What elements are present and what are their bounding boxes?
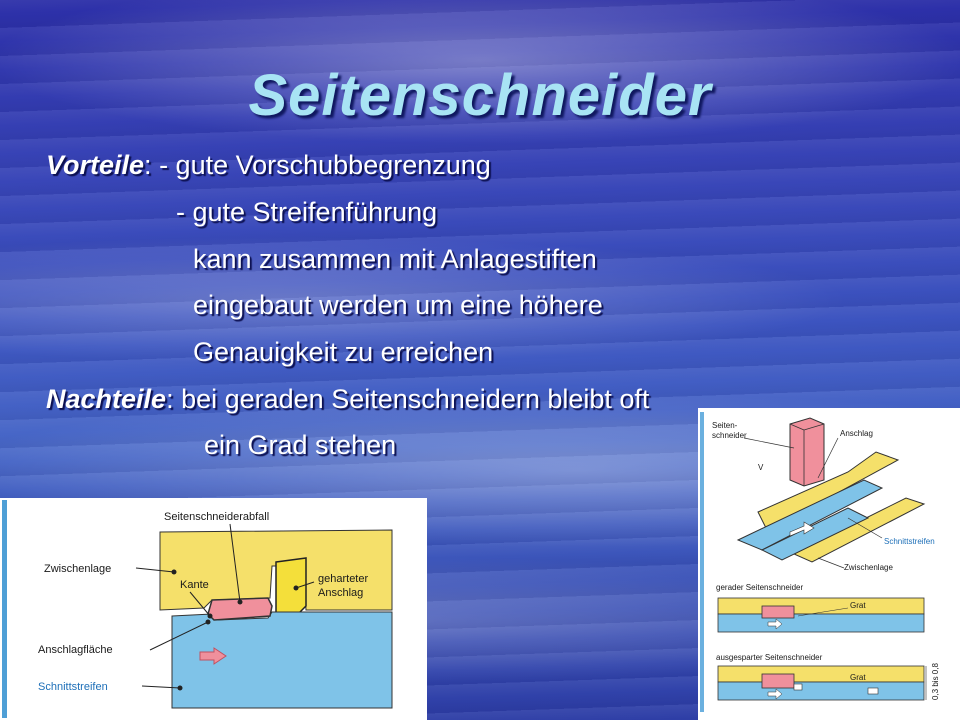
- side-cutter-3d-diagram: [698, 408, 960, 720]
- vorteile-item: - gute Vorschubbegrenzung: [159, 150, 491, 180]
- label-seitenschneider-1: Seiten-: [712, 421, 738, 430]
- slide-title: Seitenschneider: [248, 63, 712, 128]
- label-ausgesparter: ausgesparter Seitenschneider: [716, 653, 823, 662]
- label-seitenschneiderabfall: Seitenschneiderabfall: [164, 511, 270, 523]
- nachteile-label: Nachteile: [46, 384, 167, 414]
- label-v: V: [758, 463, 764, 472]
- nachteile-item: ein Grad stehen: [204, 430, 397, 460]
- label-anschlag-line2: Anschlag: [318, 587, 364, 599]
- label-anschlag-line1: geharteter: [318, 573, 369, 585]
- label-anschlagflaeche: Anschlagfläche: [38, 644, 113, 656]
- label-grat-2: Grat: [850, 673, 866, 682]
- nachteile-line-1: Nachteile: bei geraden Seitenschneidern bleibt oft: [46, 384, 650, 414]
- label-schnittstreifen: Schnittstreifen: [38, 681, 108, 693]
- label-dimension: 0,3 bis 0,8: [931, 663, 940, 700]
- vorteile-line-1: Vorteile: - gute Vorschubbegrenzung: [46, 150, 491, 180]
- side-cutter-section-diagram: [0, 498, 427, 720]
- 3d-diagram-svg: [698, 408, 960, 720]
- label-kante: Kante: [180, 579, 209, 591]
- nachteile-item: bei geraden Seitenschneidern bleibt oft: [181, 384, 650, 414]
- label-gerader: gerader Seitenschneider: [716, 583, 804, 592]
- vorteile-item: Genauigkeit zu erreichen: [193, 337, 494, 367]
- label-anschlag: Anschlag: [840, 429, 873, 438]
- vorteile-item: kann zusammen mit Anlagestiften: [193, 244, 597, 274]
- label-seitenschneider-2: schneider: [712, 431, 747, 440]
- section-diagram-svg: [0, 498, 427, 720]
- vorteile-item: - gute Streifenführung: [176, 197, 438, 227]
- label-schnittstreifen-3d: Schnittstreifen: [884, 537, 935, 546]
- label-grat-1: Grat: [850, 601, 866, 610]
- label-zwischenlage: Zwischenlage: [44, 563, 112, 575]
- label-zwischenlage-3d: Zwischenlage: [844, 563, 893, 572]
- vorteile-label: Vorteile: [46, 150, 145, 180]
- vorteile-item: eingebaut werden um eine höhere: [193, 290, 603, 320]
